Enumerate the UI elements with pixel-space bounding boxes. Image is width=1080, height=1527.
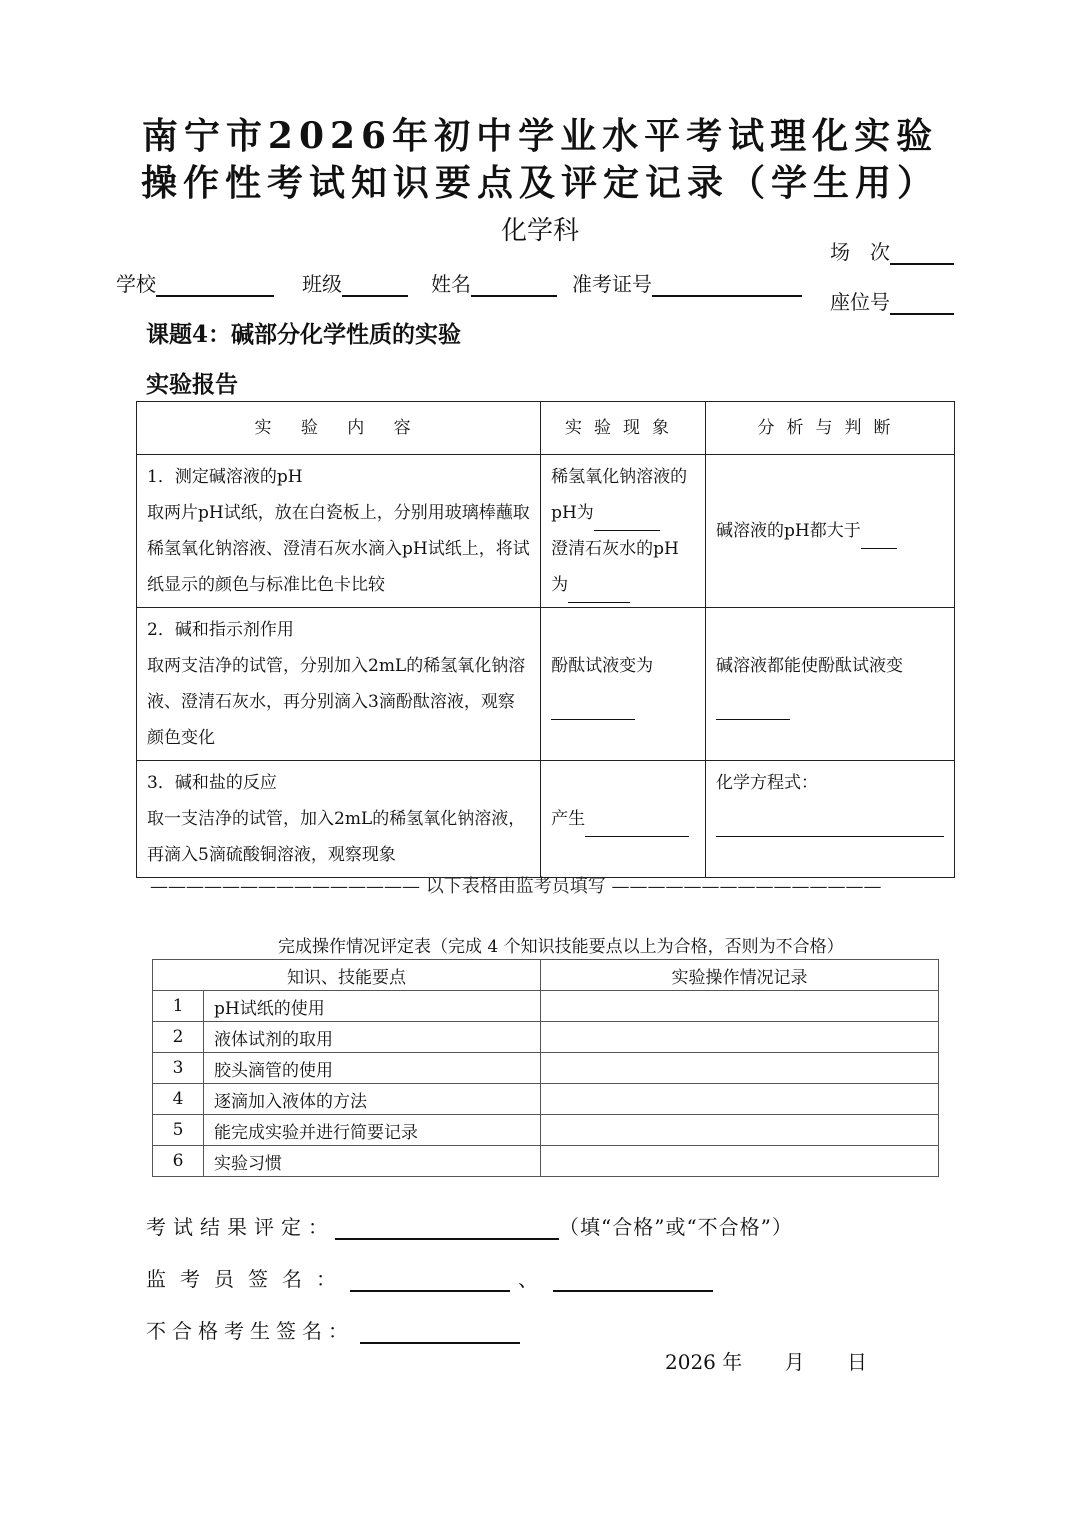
report-header-row xyxy=(137,402,955,455)
proctor-blank-1[interactable] xyxy=(350,1268,510,1292)
subject-label: 化学科 xyxy=(500,216,579,246)
report-table xyxy=(136,401,955,878)
exam-id-blank[interactable] xyxy=(652,273,802,297)
date-year: 2026 年 xyxy=(665,1350,743,1374)
eval-num: 2 xyxy=(153,1022,204,1053)
eval-point: 实验习惯 xyxy=(204,1146,541,1177)
row2-body: 取两支洁净的试管，分别加入2mL的稀氢氧化钠溶液、澄清石灰水，再分别滴入3滴酚酞溶液，观察颜色变化 xyxy=(147,656,526,748)
row3-equation-blank[interactable] xyxy=(716,816,944,837)
session-field xyxy=(830,236,954,265)
row2-content xyxy=(137,608,541,761)
class-label: 班级 xyxy=(302,272,342,296)
fail-sign-line xyxy=(146,1315,520,1344)
row2-analysis xyxy=(705,608,954,761)
row1-blank-a[interactable] xyxy=(594,510,660,531)
row1-phenomenon-b: 澄清石灰水的pH为 xyxy=(551,539,679,595)
page-title-line1: 南宁市2026年初中学业水平考试理化实验 xyxy=(141,115,939,157)
eval-table xyxy=(152,959,939,1177)
school-field xyxy=(116,268,274,297)
school-label: 学校 xyxy=(116,272,156,296)
row2-phenomenon-a: 酚酞试液变为 xyxy=(551,656,654,676)
date-day: 日 xyxy=(846,1350,867,1374)
proctor-divider xyxy=(150,872,881,898)
eval-num: 3 xyxy=(153,1053,204,1084)
row3-body: 取一支洁净的试管，加入2mL的稀氢氧化钠溶液，再滴入5滴硫酸铜溶液，观察现象 xyxy=(147,809,526,865)
eval-record-cell[interactable] xyxy=(541,991,939,1022)
result-blank[interactable] xyxy=(335,1216,559,1240)
name-label: 姓名 xyxy=(431,272,471,296)
proctor-label: 监考员签名： xyxy=(146,1267,350,1291)
report-row-3 xyxy=(137,761,955,878)
eval-row xyxy=(153,1053,939,1084)
proctor-line xyxy=(146,1263,713,1292)
row3-analysis xyxy=(705,761,954,878)
proctor-separator: 、 xyxy=(518,1267,545,1291)
eval-point: 逐滴加入液体的方法 xyxy=(204,1084,541,1115)
eval-point: pH试纸的使用 xyxy=(204,991,541,1022)
row1-analysis xyxy=(705,455,954,608)
eval-point: 能完成实验并进行简要记录 xyxy=(204,1115,541,1146)
date-month: 月 xyxy=(784,1350,805,1374)
eval-num: 1 xyxy=(153,991,204,1022)
row3-phenomenon xyxy=(541,761,706,878)
eval-caption: 完成操作情况评定表（完成 4 个知识技能要点以上为合格，否则为不合格） xyxy=(278,937,844,957)
row3-blank[interactable] xyxy=(585,816,689,837)
eval-row xyxy=(153,1022,939,1053)
row2-title: 2．碱和指示剂作用 xyxy=(147,620,294,640)
proctor-blank-2[interactable] xyxy=(553,1268,713,1292)
session-blank[interactable] xyxy=(890,241,954,265)
eval-row xyxy=(153,1084,939,1115)
eval-num: 6 xyxy=(153,1146,204,1177)
eval-row xyxy=(153,1115,939,1146)
seat-blank[interactable] xyxy=(890,291,954,315)
eval-record-cell[interactable] xyxy=(541,1022,939,1053)
row1-blank-b[interactable] xyxy=(568,582,630,603)
session-label: 场 次 xyxy=(830,240,890,264)
eval-record-cell[interactable] xyxy=(541,1053,939,1084)
row3-phenomenon-a: 产生 xyxy=(551,809,586,829)
row1-body: 取两片pH试纸，放在白瓷板上，分别用玻璃棒蘸取稀氢氧化钠溶液、澄清石灰水滴入pH试纸上，将试纸显示的颜色与标准比色卡比较 xyxy=(147,503,530,595)
eval-record-cell[interactable] xyxy=(541,1115,939,1146)
report-row-2 xyxy=(137,608,955,761)
name-blank[interactable] xyxy=(471,273,557,297)
header-content: 实 验 内 容 xyxy=(137,402,541,455)
divider-right-dashes: ——————————————— xyxy=(611,876,882,897)
result-line xyxy=(146,1211,793,1240)
row1-phenomenon xyxy=(541,455,706,608)
exam-id-field xyxy=(572,268,802,297)
eval-record-cell[interactable] xyxy=(541,1146,939,1177)
page-title-line2: 操作性考试知识要点及评定记录（学生用） xyxy=(140,162,939,204)
result-label: 考试结果评定： xyxy=(146,1215,335,1239)
report-row-1 xyxy=(137,455,955,608)
row2-analysis-blank[interactable] xyxy=(716,699,790,720)
row1-analysis-text: 碱溶液的pH都大于 xyxy=(715,521,861,541)
seat-field xyxy=(830,286,954,315)
eval-row xyxy=(153,991,939,1022)
topic-heading: 课题4：碱部分化学性质的实验 xyxy=(146,321,462,348)
result-hint: （填“合格”或“不合格”） xyxy=(559,1215,793,1239)
eval-num: 5 xyxy=(153,1115,204,1146)
fail-label: 不合格考生签名： xyxy=(146,1319,354,1343)
class-field xyxy=(302,268,408,297)
row3-content xyxy=(137,761,541,878)
header-phenomenon: 实验现象 xyxy=(541,402,706,455)
school-blank[interactable] xyxy=(156,273,274,297)
eval-header-record: 实验操作情况记录 xyxy=(541,960,939,991)
report-heading: 实验报告 xyxy=(146,371,238,398)
row2-phenomenon xyxy=(541,608,706,761)
eval-record-cell[interactable] xyxy=(541,1084,939,1115)
name-field xyxy=(431,268,557,297)
eval-row xyxy=(153,1146,939,1177)
row1-analysis-blank[interactable] xyxy=(861,528,897,549)
row2-analysis-text: 碱溶液都能使酚酞试液变 xyxy=(715,656,903,676)
row2-blank[interactable] xyxy=(551,699,635,720)
row1-content xyxy=(137,455,541,608)
eval-header-points: 知识、技能要点 xyxy=(153,960,541,991)
row3-title: 3．碱和盐的反应 xyxy=(147,773,277,793)
exam-id-label: 准考证号 xyxy=(572,272,652,296)
eval-header-row xyxy=(153,960,939,991)
fail-blank[interactable] xyxy=(360,1320,520,1344)
date-line xyxy=(665,1346,867,1375)
seat-label: 座位号 xyxy=(830,290,890,314)
header-analysis: 分析与判断 xyxy=(705,402,954,455)
row3-analysis-text: 化学方程式： xyxy=(715,773,818,793)
row1-phenomenon-a: 稀氢氧化钠溶液的pH为 xyxy=(551,467,688,523)
divider-text: 以下表格由监考员填写 xyxy=(425,876,606,897)
class-blank[interactable] xyxy=(342,273,408,297)
row1-title: 1．测定碱溶液的pH xyxy=(147,467,303,487)
eval-point: 胶头滴管的使用 xyxy=(204,1053,541,1084)
eval-num: 4 xyxy=(153,1084,204,1115)
eval-point: 液体试剂的取用 xyxy=(204,1022,541,1053)
divider-left-dashes: ——————————————— xyxy=(150,876,420,897)
